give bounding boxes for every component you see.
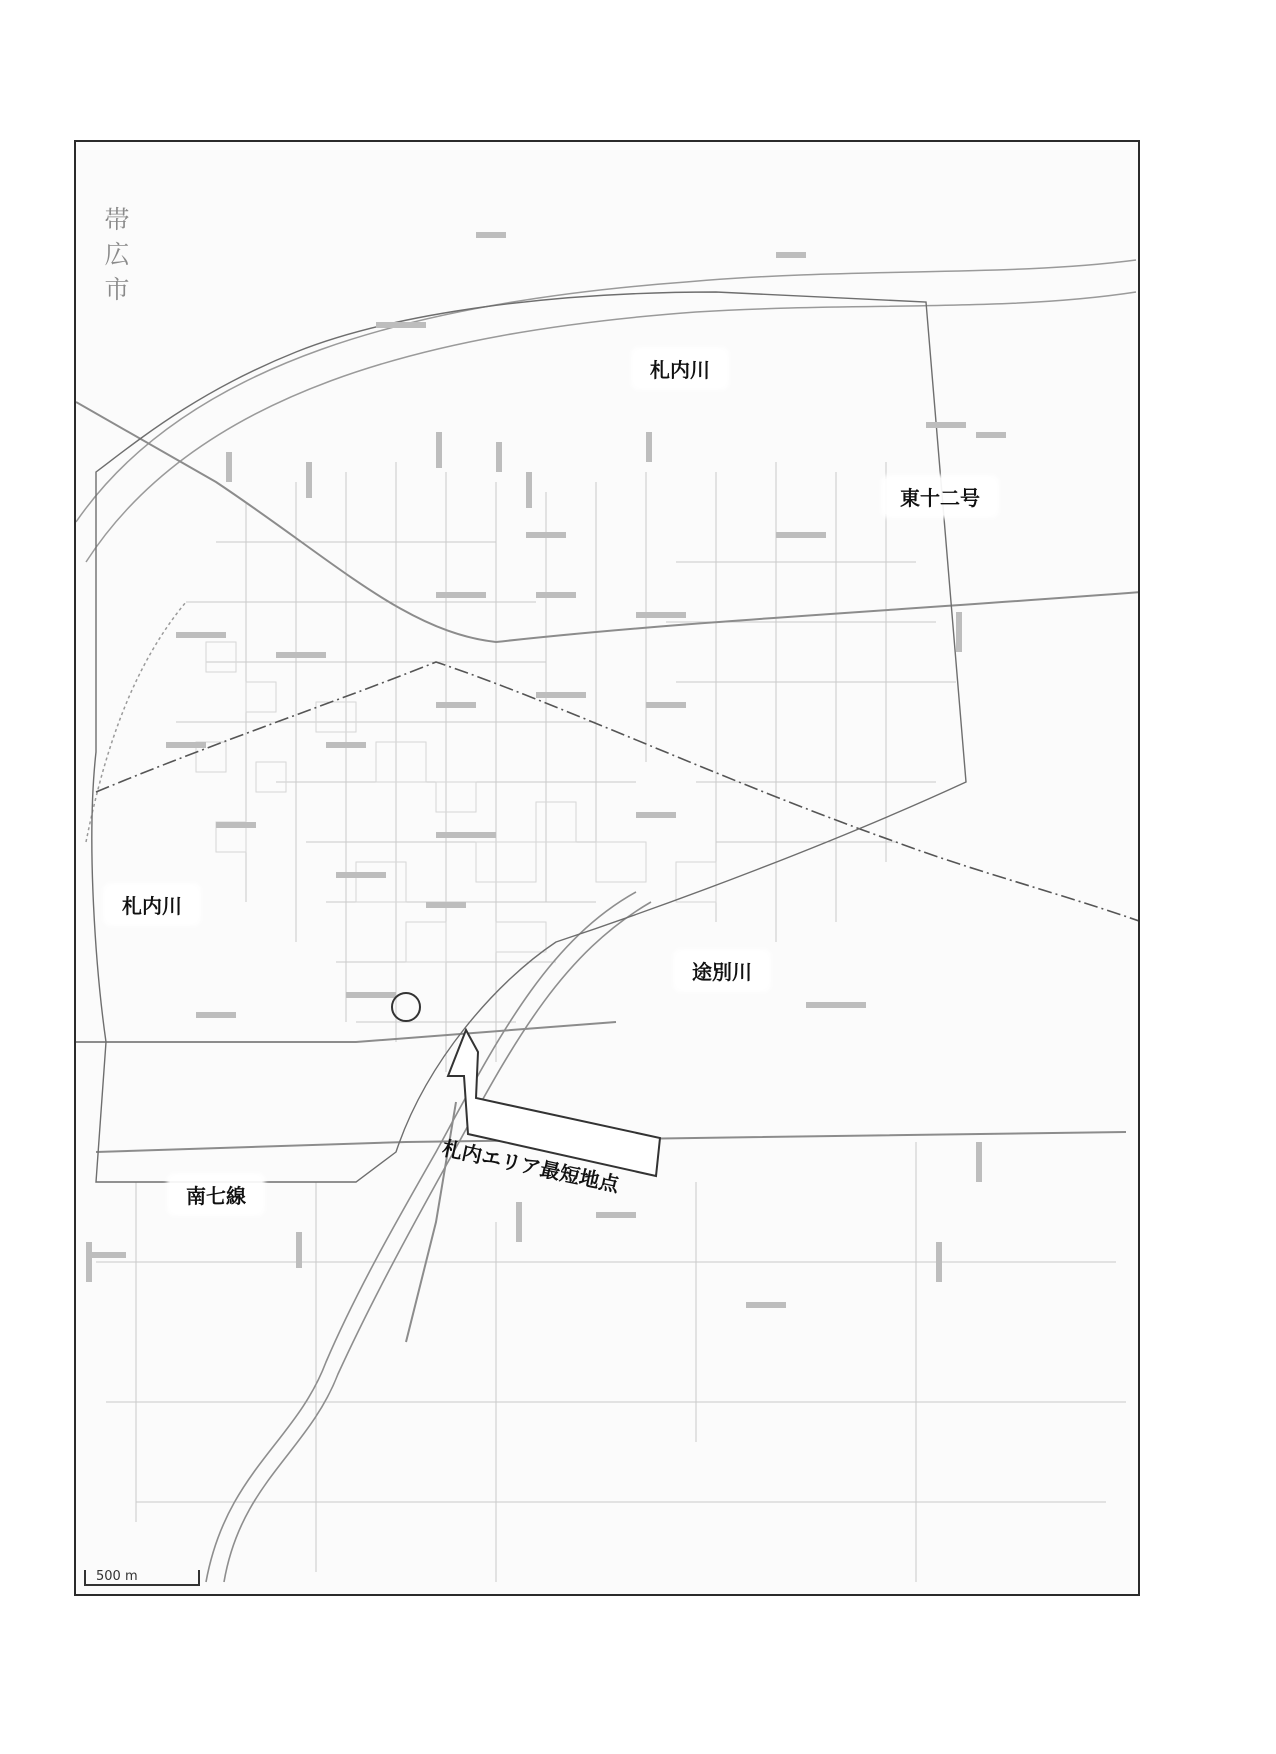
- label-river-north: 札内川: [634, 350, 726, 387]
- map-canvas: [76, 142, 1140, 1596]
- label-district-east: 東十二号: [884, 478, 996, 515]
- city-name-label: 帯 広 市: [104, 205, 130, 304]
- scale-bar: [84, 1564, 200, 1586]
- label-river-tobetsu: 途別川: [676, 952, 768, 989]
- scale-label: 500 m: [96, 1569, 138, 1584]
- label-river-west: 札内川: [106, 886, 198, 923]
- label-road-south: 南七線: [170, 1176, 262, 1213]
- tobetsu-river: [206, 892, 651, 1582]
- railway-lines: [96, 662, 1140, 922]
- label-shortest-point: 札内エリア最短地点: [440, 1135, 622, 1197]
- map-frame: [74, 140, 1140, 1596]
- satsunai-river: [76, 260, 1136, 842]
- shortest-point-callout: [436, 1132, 718, 1204]
- area-boundary: [92, 292, 966, 1182]
